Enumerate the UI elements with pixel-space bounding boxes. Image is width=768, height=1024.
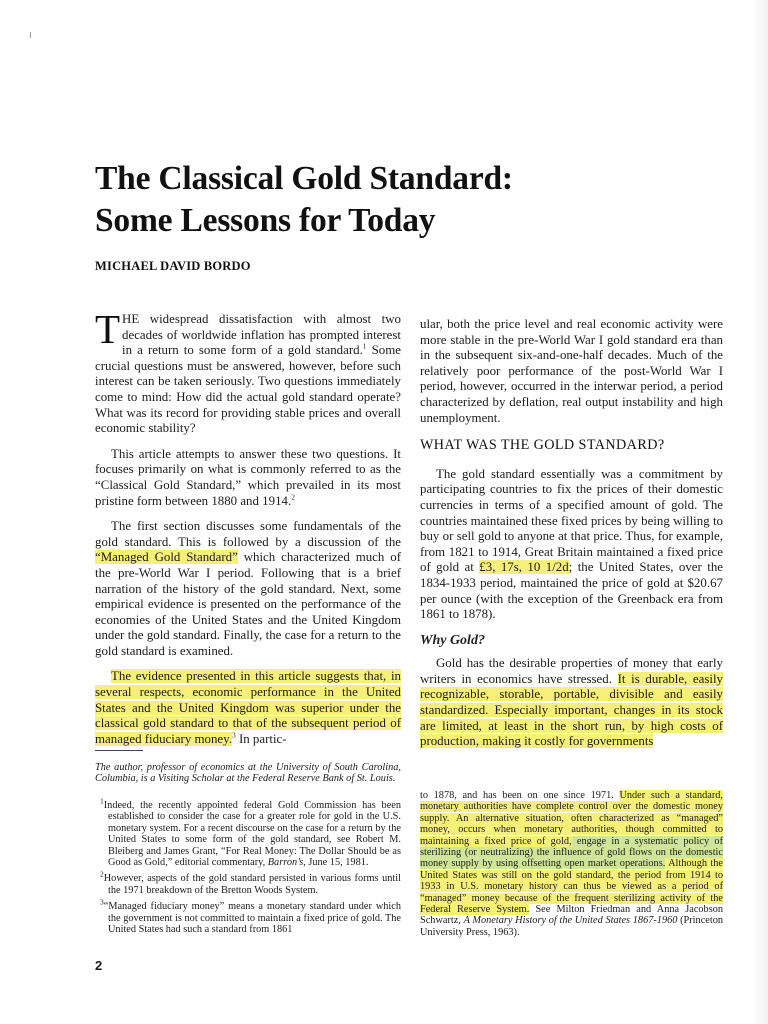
footnote-2-text: However, aspects of the gold standard persisted in various forms until the 1971 breakdown of the Bretton Woods System.: [103, 873, 401, 896]
footnote-3-continued: [420, 790, 723, 938]
outline-text-b: which characterized much of the pre-World War I period. Following that is a brief narration of the history of the gold standard. Next, some empirical evidence is presented on the performance of the economies of the United States and the United Kingdom under the gold standard. Finally, the case for a return to the gold standard is examined.: [95, 550, 401, 658]
footnote-1-text-a: Indeed, the recently appointed federal Gold Commission has been established to consider the case for a greater role for gold in the U.S. monetary system. For a recent discourse on the case for a return by the United States to some form of the gold standard, see Robert M. Bleiberg and James Grant, “For Real Money: The Dollar Should be as Good as Gold,” editorial commentary,: [103, 800, 401, 869]
intro-paragraph: [95, 306, 401, 437]
highlight-managed-period: Although the United States was still on the gold standard, the period from 1914 to 1933 in U.S. monetary history can thus be viewed as a period of “managed” money because of the frequent sterilizing activity of the Federal Reserve System.: [420, 858, 724, 916]
title-line-1: The Classical Gold Standard:: [95, 160, 513, 197]
footnote-3-text: “Managed fiduciary money” means a monetary standard under which the government is not committed to maintain a fixed price of gold. The United States had such a standard from 1861: [103, 901, 401, 936]
paragraph-definition: [420, 467, 723, 623]
author-byline: MICHAEL DAVID BORDO: [95, 259, 251, 273]
footnote-3-book-title: A Monetary History of the United States 1867-1960: [463, 915, 678, 927]
scan-edge-shadow: [752, 0, 768, 1024]
article-title: [95, 158, 513, 242]
footnote-2: [95, 870, 401, 896]
paragraph-continued: ular, both the price level and real economic activity were more stable in the pre-World War I gold standard era than in the subsequent six-and-one-half decades. Much of the relatively poor performance of the post-World War I period, however, occurred in the interwar period, a period characterized by deflation, real output instability and high unemployment.: [420, 317, 723, 425]
scan-mark: [30, 32, 31, 38]
footnote-1-text-b: , June 15, 1981.: [303, 857, 369, 869]
highlight-sterilization: engage in a systematic policy of sterilizing (or neutralizing) the influence of gold flows on the domestic money supply by using offsetting open market operations.: [420, 835, 723, 870]
drop-cap: T: [95, 306, 121, 352]
title-line-2: Some Lessons for Today: [95, 202, 436, 239]
footnote-3-cont-a: to 1878, and has been on one since 1971.: [420, 790, 620, 801]
definition-text-b: ; the United States, over the 1834-1933 period, maintained the price of gold at $20.67 per ounce (with the exception of the Greenback era from 1861 to 1878).: [420, 560, 723, 622]
definition-text-a: The gold standard essentially was a commitment by participating countries to fix the prices of their domestic currencies in terms of a specified amount of gold. The countries maintained these fixed prices by being willing to buy or sell gold to anyone at that price. Thus, for example, from 1821 to 1914, Great Britain maintained a fixed price of gold at: [420, 466, 723, 575]
footnote-3-number: 3: [100, 897, 104, 907]
footnote-3-cont-c: (Princeton University Press, 1963).: [420, 915, 723, 938]
footnote-2-number: 2: [100, 870, 104, 880]
footnote-1-number: 1: [100, 796, 104, 806]
author-note: The author, professor of economics at the University of South Carolina, Columbia, is a Visiting Scholar at the Federal Reserve Bank of St. Louis.: [95, 762, 401, 785]
footnote-1-publication: Barron’s: [267, 857, 304, 869]
paragraph-evidence: [95, 669, 401, 747]
right-column: [420, 317, 723, 760]
intro-text-rest: Some crucial questions must be answered, however, before such interest can be taken seriously. Two questions immediately come to mind: How did the actual gold standard operate? What was its record for providing stable prices and overall economic stability?: [95, 343, 401, 436]
highlight-managed-gold-standard: “Managed Gold Standard”: [95, 550, 238, 565]
footnote-1: [95, 796, 401, 869]
paragraph-outline: [95, 519, 401, 659]
highlight-british-price: £3, 17s, 10 1/2d: [479, 560, 569, 575]
outline-text-a: The first section discusses some fundamentals of the gold standard. This is followed by a discussion of the: [95, 519, 401, 549]
section-heading: WHAT WAS THE GOLD STANDARD?: [420, 437, 665, 454]
evidence-text-rest: In partic-: [235, 731, 287, 746]
left-column: [95, 306, 401, 757]
aims-text: This article attempts to answer these two questions. It focuses primarily on what is commonly referred to as the “Classical Gold Standard,” which prevailed in its most pristine form between 1880 and 1914.: [95, 446, 401, 508]
footnote-3-continued-text: [420, 790, 723, 938]
highlight-monetary-control: Under such a standard, monetary authorities have complete control over the domestic money supply. An alternative situation, often characterized as “managed” money, occurs when monetary authorities, though committed to maintaining a fixed price of gold,: [420, 790, 724, 847]
paragraph-aims: [95, 447, 401, 509]
footnote-3: [95, 897, 401, 936]
footnote-3-cont-b: See Milton Friedman and Anna Jacobson Schwartz,: [420, 904, 723, 927]
intro-text: HE widespread dissatisfaction with almost two decades of worldwide inflation has prompted interest in a return to some form of a gold standard.: [122, 312, 401, 358]
why-gold-text: Gold has the desirable properties of money that early writers in economics have stressed.: [420, 656, 723, 686]
footnote-rule: [95, 750, 143, 751]
footnote-ref-1: 1: [362, 341, 367, 351]
footnote-list: [95, 796, 401, 940]
paragraph-why-gold: [420, 656, 723, 750]
footnote-ref-2: 2: [291, 492, 295, 502]
highlight-gold-properties: It is durable, easily recognizable, storable, portable, divisible and easily standardized. Especially important, changes in its stock are limited, at least in the short run, by high costs of production, making it costly for governments: [420, 671, 723, 749]
highlight-evidence: The evidence presented in this article suggests that, in several respects, economic performance in the United States and the United Kingdom was superior under the classical gold standard to that of the subsequent period of managed fiduciary money.: [95, 669, 401, 746]
footnote-ref-3: 3: [231, 730, 236, 740]
subsection-heading: Why Gold?: [420, 632, 485, 648]
page-number: 2: [95, 958, 103, 973]
